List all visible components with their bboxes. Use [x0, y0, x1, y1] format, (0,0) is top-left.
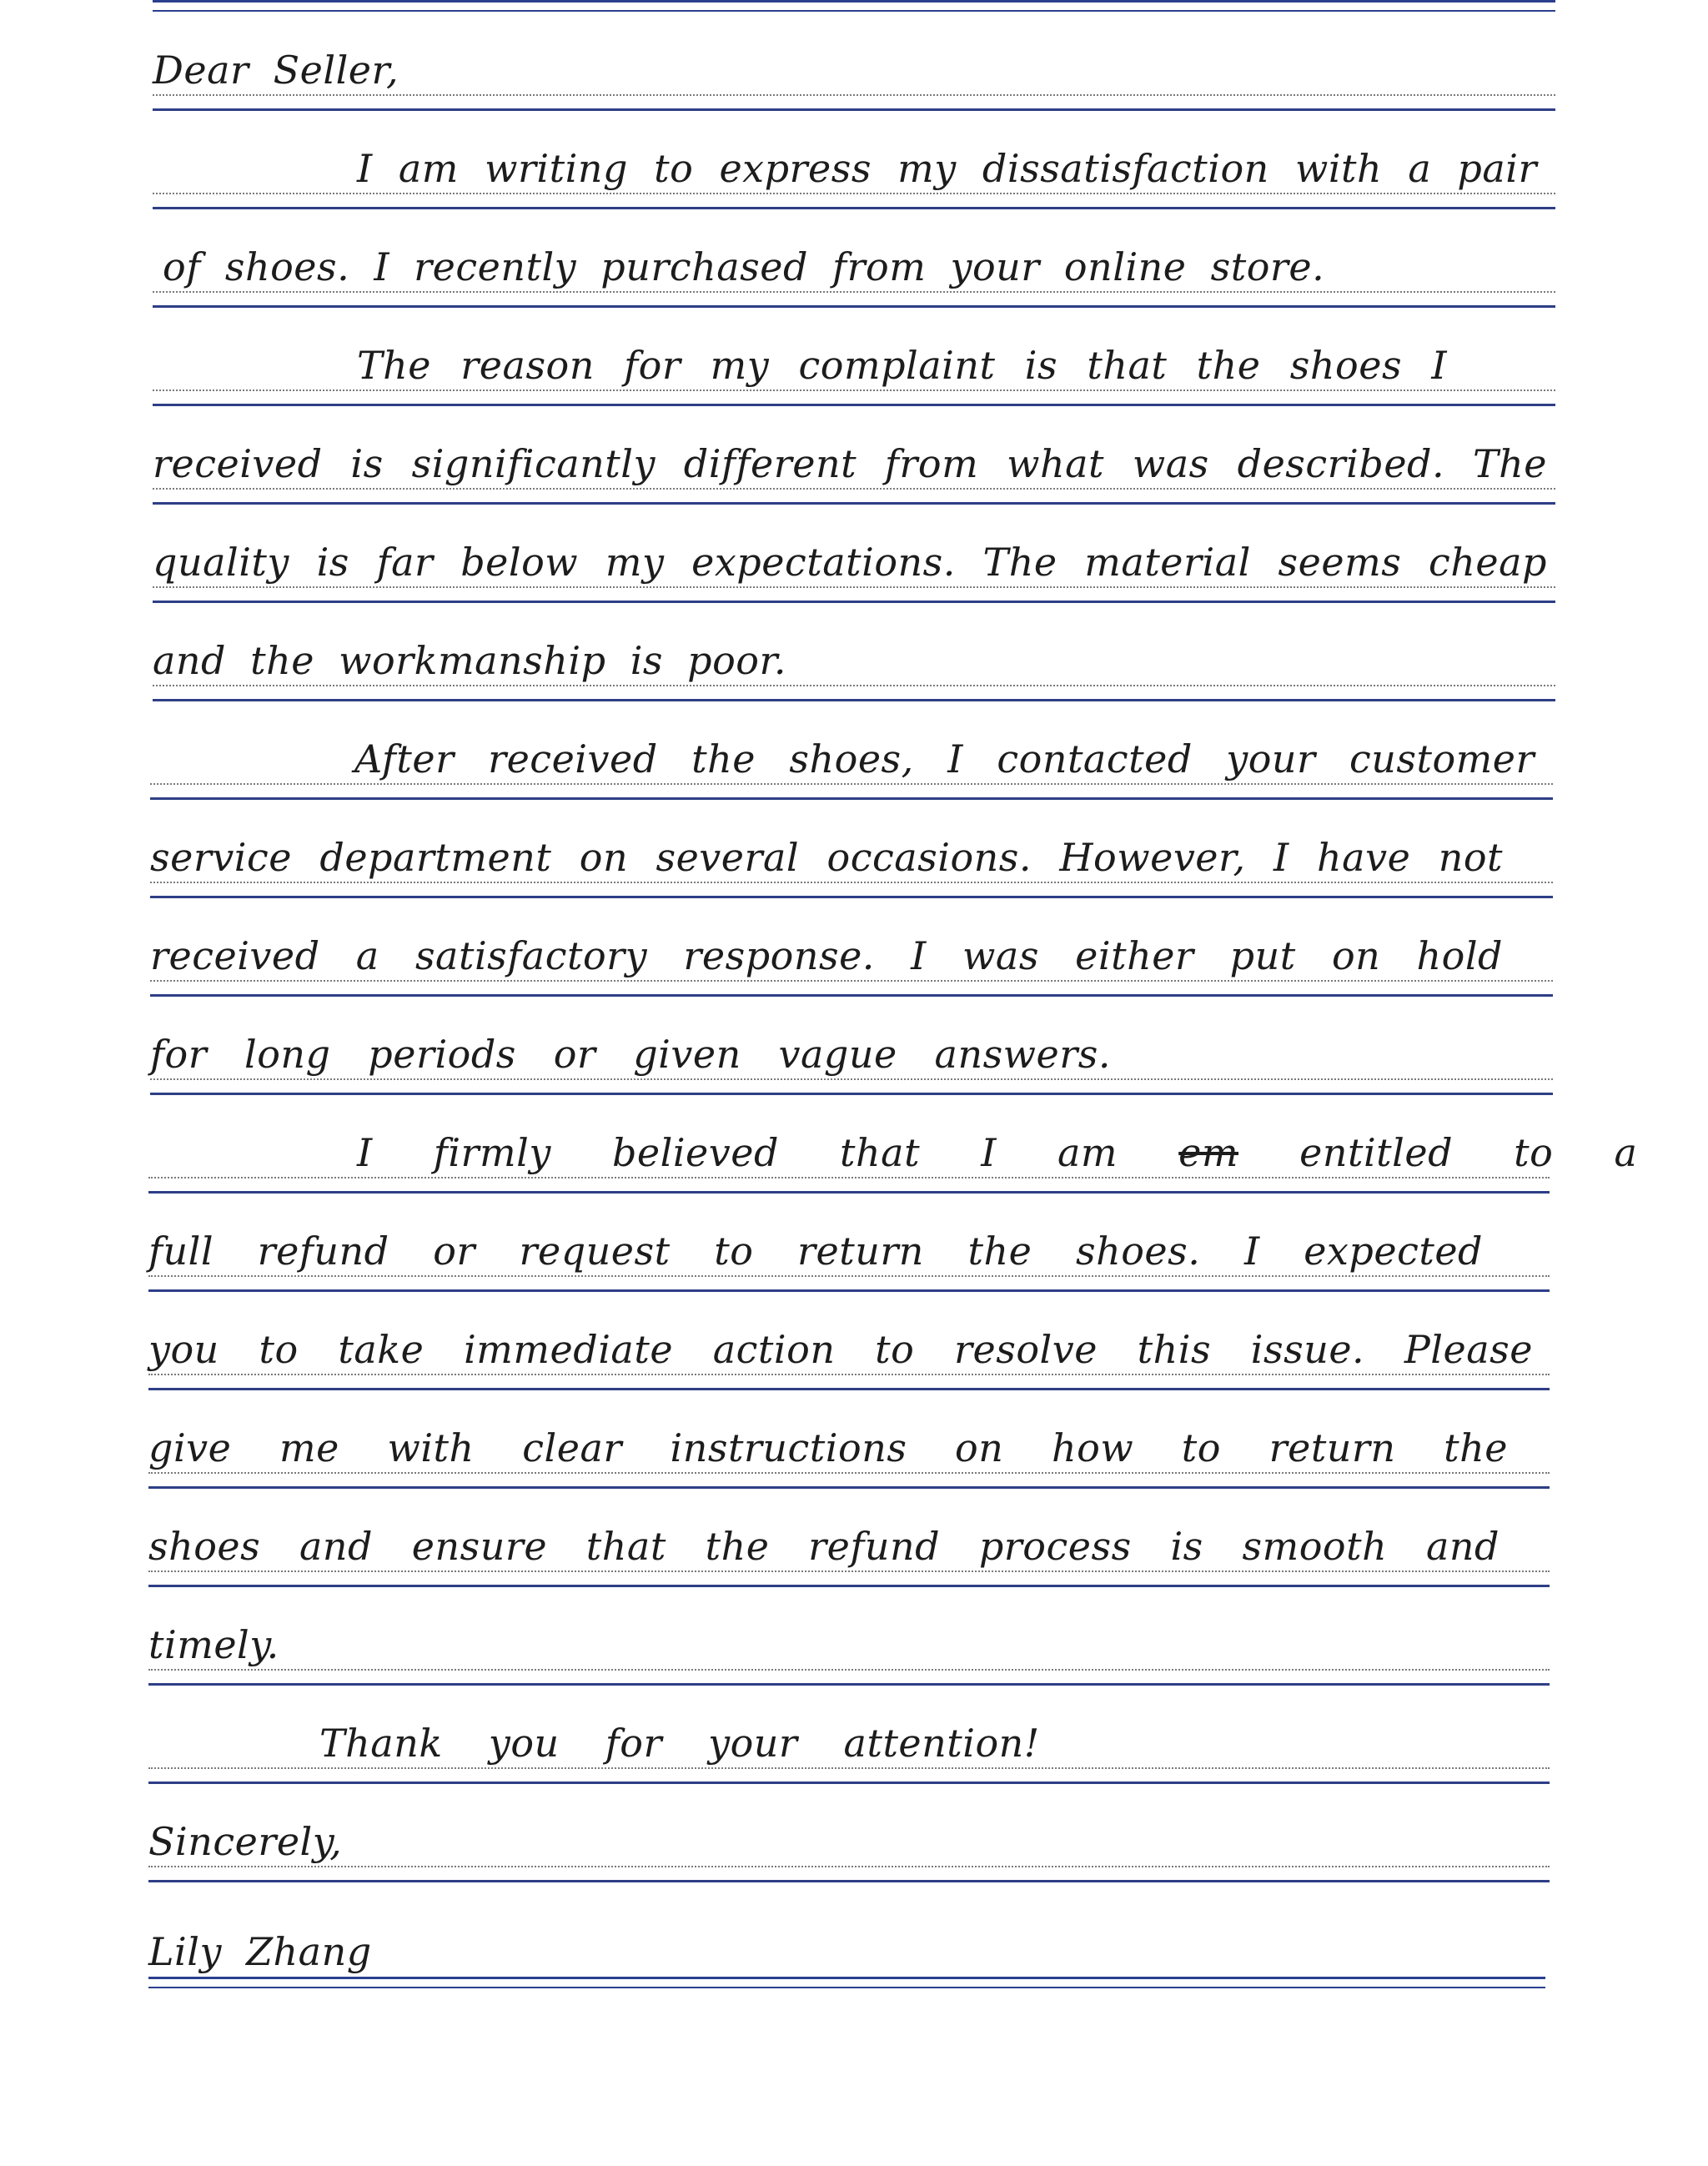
letter-line: [150, 800, 1553, 898]
line-text: received a satisfactory response. I was either put on hold: [150, 933, 1503, 978]
line-text: for long periods or given vague answers.: [150, 1032, 1111, 1077]
top-double-rule: [153, 0, 1555, 12]
dotted-guide: [153, 488, 1555, 490]
line-text: full refund or request to return the shoes. I expected: [148, 1229, 1483, 1274]
struck-word: em: [1178, 1130, 1239, 1175]
dotted-guide: [150, 882, 1553, 883]
dotted-guide: [148, 1570, 1550, 1572]
letter-line: [153, 308, 1555, 406]
dotted-guide: [153, 193, 1555, 194]
letter-line: [153, 505, 1555, 603]
letter-line: [148, 1292, 1550, 1390]
bottom-double-rule: [148, 1977, 1545, 1988]
line-text: quality is far below my expectations. The material seems cheap: [153, 540, 1547, 585]
letter-line: [148, 1587, 1550, 1686]
letter-line: [150, 997, 1553, 1095]
dotted-guide: [148, 1866, 1550, 1867]
letter-line: [153, 209, 1555, 308]
line-text: [357, 1130, 1637, 1175]
letter-line-greeting: [153, 13, 1555, 111]
dotted-guide: [153, 685, 1555, 686]
letter-line: [150, 898, 1553, 997]
letter-line: [148, 1194, 1550, 1292]
letter-line-closing: [148, 1784, 1550, 1882]
letter-line: [153, 603, 1555, 701]
line-text: give me with clear instructions on how to return the: [148, 1425, 1508, 1470]
dotted-guide: [148, 1275, 1550, 1277]
line-text: timely.: [148, 1622, 279, 1667]
line-text-part: entitled to a: [1299, 1130, 1638, 1175]
dotted-guide: [150, 783, 1553, 785]
line-text: received is significantly different from what was described. The: [153, 441, 1547, 486]
letter-line: [150, 701, 1553, 800]
dotted-guide: [153, 291, 1555, 293]
dotted-guide: [148, 1669, 1550, 1671]
letter-line: [153, 406, 1555, 505]
greeting-text: Dear Seller,: [153, 48, 399, 93]
dotted-guide: [153, 389, 1555, 391]
line-text: service department on several occasions. However, I have not: [150, 835, 1503, 880]
dotted-guide: [150, 1078, 1553, 1080]
line-text: Thank you for your attention!: [319, 1721, 1040, 1766]
dotted-guide: [150, 980, 1553, 982]
dotted-guide: [148, 1374, 1550, 1375]
line-text: After received the shoes, I contacted your customer: [354, 736, 1535, 781]
letter-line: [148, 1489, 1550, 1587]
line-text: and the workmanship is poor.: [153, 638, 787, 683]
letter-line: [148, 1686, 1550, 1784]
dotted-guide: [153, 94, 1555, 96]
line-text: shoes and ensure that the refund process is smooth and: [148, 1524, 1500, 1569]
line-text-part: I firmly believed that I am: [357, 1130, 1118, 1175]
dotted-guide: [148, 1767, 1550, 1769]
line-text: you to take immediate action to resolve this issue. Please: [148, 1327, 1533, 1372]
dotted-guide: [148, 1472, 1550, 1474]
letter-line: [148, 1390, 1550, 1489]
letter-line: [148, 1095, 1638, 1194]
letter-line: [153, 111, 1555, 209]
line-text: I am writing to express my dissatisfaction with a pair: [357, 146, 1537, 191]
line-text: The reason for my complaint is that the shoes I: [357, 343, 1447, 388]
signature-text: Lily Zhang: [148, 1929, 372, 1974]
letter-line-signature: [148, 1882, 1545, 1981]
closing-text: Sincerely,: [148, 1819, 343, 1864]
line-text: of shoes. I recently purchased from your online store.: [163, 244, 1325, 289]
dotted-guide: [148, 1177, 1550, 1178]
dotted-guide: [153, 586, 1555, 588]
